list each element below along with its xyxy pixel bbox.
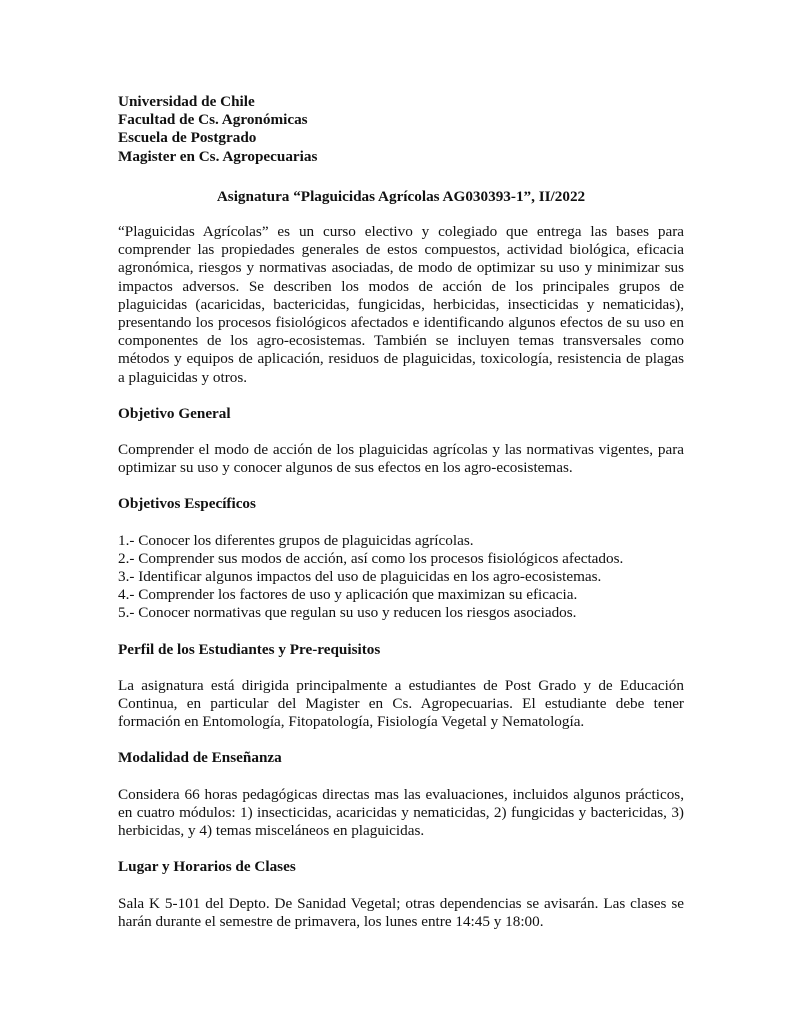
course-description: “Plaguicidas Agrícolas” es un curso electivo y colegiado que entrega las bases para comprender las propiedades generales de estos compuestos, actividad biológica, eficacia agronómica, riesgos y normativas asociadas, de modo de optimizar su uso y minimizar sus impactos adversos. Se describen los modos de acción de los principales grupos de plaguicidas (acaricidas, bactericidas, fungicidas, herbicidas, insecticidas y nematicidas), presentando los procesos fisiológicos afectados e identificando algunos efectos de su uso en componentes de los agro-ecosistemas. También se incluyen temas transversales como métodos y equipos de aplicación, residuos de plaguicidas, toxicología, resistencia de plagas a plaguicidas y otros. bbox=[118, 223, 684, 386]
schedule-heading: Lugar y Horarios de Clases bbox=[118, 858, 296, 876]
list-item: 2.- Comprender sus modos de acción, así como los procesos fisiológicos afectados. bbox=[118, 549, 624, 567]
teaching-modality-heading: Modalidad de Enseñanza bbox=[118, 749, 282, 767]
teaching-modality-text: Considera 66 horas pedagógicas directas mas las evaluaciones, incluidos algunos prácticos, en cuatro módulos: 1) insecticidas, acaricidas y nematicidas, 2) fungicidas y bactericidas, 3) herbicidas, y 4) temas misceláneos en plaguicidas. bbox=[118, 785, 684, 840]
student-profile-text: La asignatura está dirigida principalmente a estudiantes de Post Grado y de Educación Continua, en particular del Magister en Cs. Agropecuarias. El estudiante debe tener formación en Entomología, Fitopatología, Fisiología Vegetal y Nematología. bbox=[118, 676, 684, 731]
schedule-text: Sala K 5-101 del Depto. De Sanidad Vegetal; otras dependencias se avisarán. Las clases se harán durante el semestre de primavera, los lunes entre 14:45 y 18:00. bbox=[118, 894, 684, 930]
general-objective-text: Comprender el modo de acción de los plaguicidas agrícolas y las normativas vigentes, para optimizar su uso y conocer algunos de sus efectos en los agro-ecosistemas. bbox=[118, 441, 684, 477]
university-name: Universidad de Chile bbox=[118, 93, 255, 110]
list-item: 1.- Conocer los diferentes grupos de plaguicidas agrícolas. bbox=[118, 531, 474, 549]
list-item: 3.- Identificar algunos impactos del uso de plaguicidas en los agro-ecosistemas. bbox=[118, 568, 602, 586]
specific-objectives-heading: Objetivos Específicos bbox=[118, 495, 256, 513]
specific-objectives-list bbox=[118, 532, 684, 623]
school-name: Escuela de Postgrado bbox=[118, 129, 257, 147]
program-name: Magister en Cs. Agropecuarias bbox=[118, 147, 318, 165]
institution-header bbox=[118, 93, 684, 166]
student-profile-heading: Perfil de los Estudiantes y Pre-requisitos bbox=[118, 640, 381, 658]
document-page bbox=[118, 93, 684, 931]
course-title: Asignatura “Plaguicidas Agrícolas AG030393-1”, II/2022 bbox=[216, 187, 586, 205]
faculty-name: Facultad de Cs. Agronómicas bbox=[118, 111, 308, 129]
list-item: 4.- Comprender los factores de uso y aplicación que maximizan su eficacia. bbox=[118, 586, 578, 604]
general-objective-heading: Objetivo General bbox=[118, 404, 231, 422]
list-item: 5.- Conocer normativas que regulan su uso y reducen los riesgos asociados. bbox=[118, 604, 577, 622]
